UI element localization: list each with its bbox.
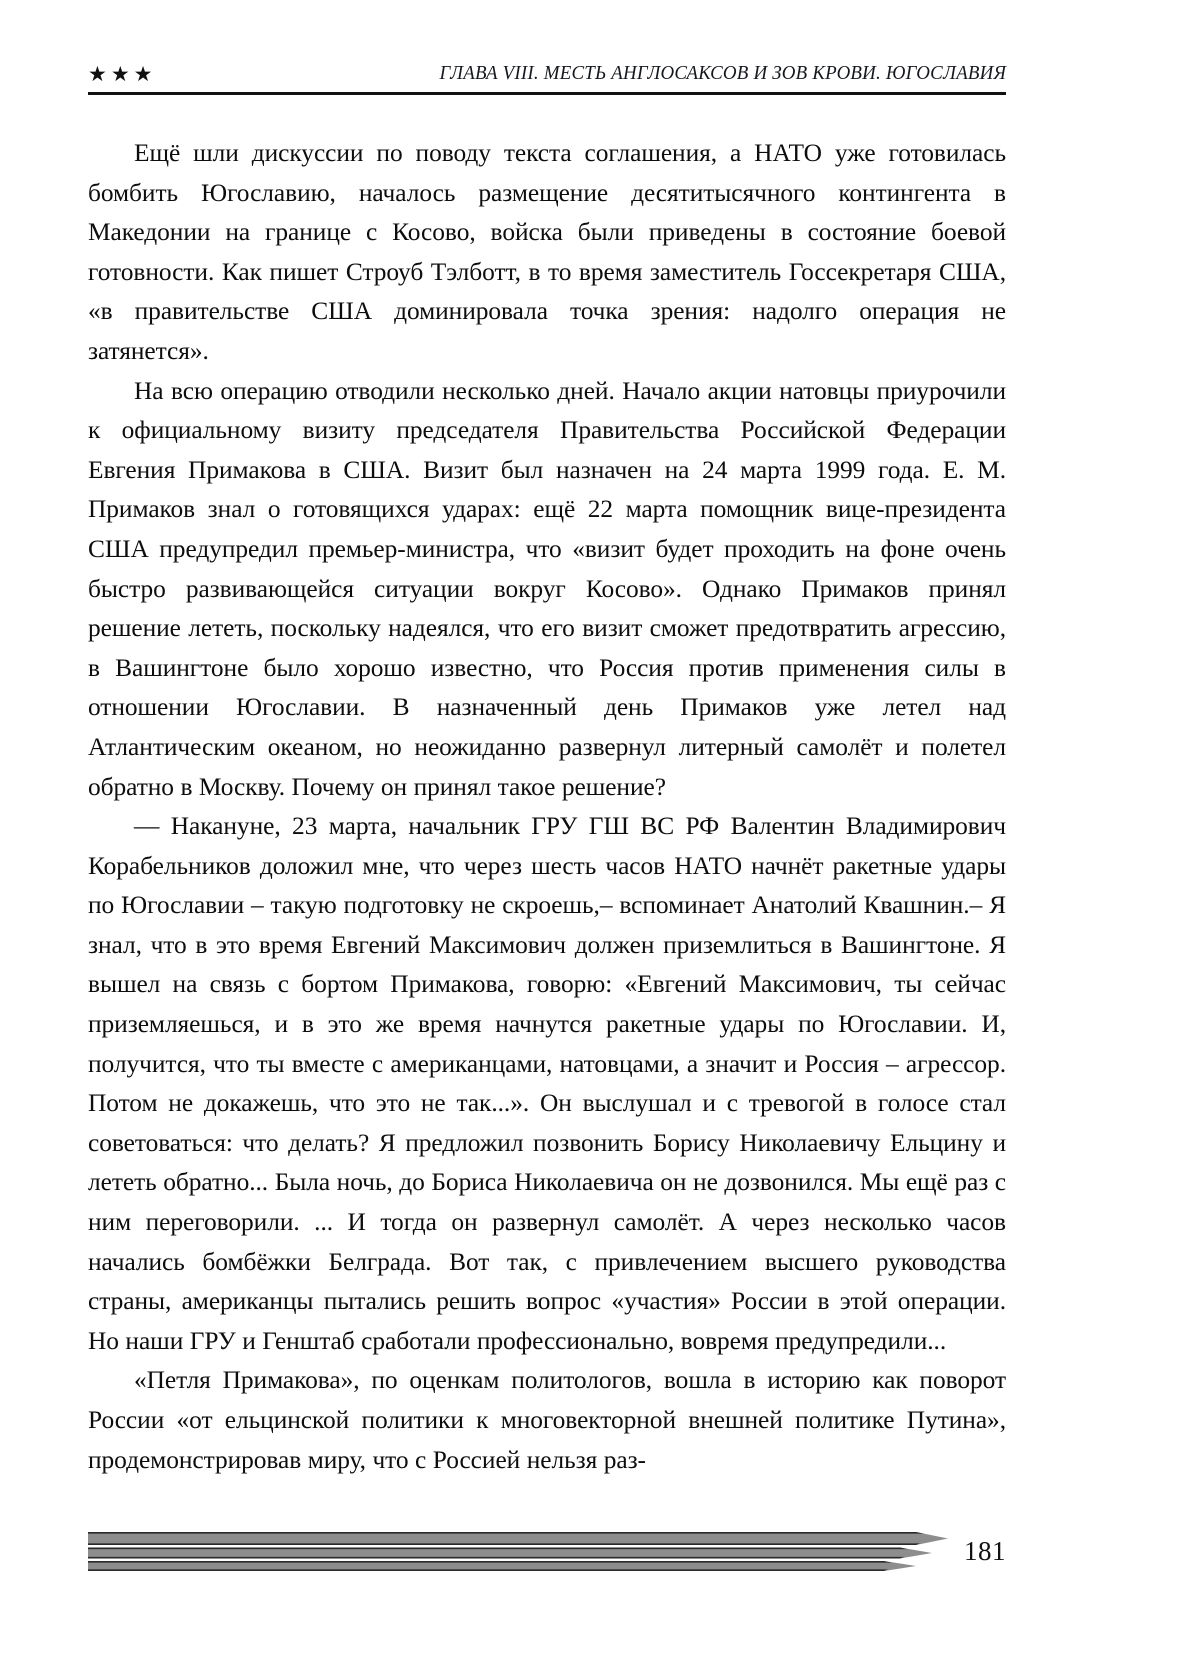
paragraph-3: — Накануне, 23 марта, начальник ГРУ ГШ ВС РФ Валентин Владимирович Корабельников доложил мне, что через шесть часов НАТО начнёт ракетные удары по Югославии – такую подготовку не скроешь,– вспоминает Анатолий Квашнин.– Я знал, что в это время Евгений Максимович должен приземлиться в Вашингтоне. Я вышел на связь с бортом Примакова, говорю: «Евгений Максимович, ты сейчас приземляешься, и в это же время начнутся ракетные удары по Югославии. И, получится, что ты вместе с американцами, натовцами, а значит и Россия – агрессор. Потом не докажешь, что это не так...». Он выслушал и с тревогой в голосе стал советоваться: что делать? Я предложил позвонить Борису Николаевичу Ельцину и лететь обратно... Была ночь, до Бориса Николаевича он не дозвонился. Мы ещё раз с ним переговорили. ... И тогда он развернул самолёт. А через несколько часов начались бомбёжки Белграда. Вот так, с привлечением высшего руководства страны, американцы пытались решить вопрос «участия» России в этой операции. Но наши ГРУ и Генштаб сработали профессионально, вовремя предупредили... [88, 812, 1006, 1355]
footer-ornament-icon [88, 1530, 948, 1576]
paragraph-1: Ещё шли дискуссии по поводу текста соглашения, а НАТО уже готовилась бомбить Югославию, началось размещение десятитысячного контингента в Македонии на границе с Косово, войска были приведены в состояние боевой готовности. Как пишет Строуб Тэлботт, в то время заместитель Госсекретаря США, «в правительстве США доминировала точка зрения: надолго операция не затянется». [88, 139, 1006, 365]
paragraph-2: На всю операцию отводили несколько дней. Начало акции натовцы приурочили к официальному визиту председателя Правительства Российской Федерации Евгения Примакова в США. Визит был назначен на 24 марта 1999 года. Е. М. Примаков знал о готовящихся ударах: ещё 22 марта помощник вице-президента США предупредил премьер-министра, что «визит будет проходить на фоне очень быстро развивающейся ситуации вокруг Косово». Однако Примаков принял решение лететь, поскольку надеялся, что его визит сможет предотвратить агрессию, в Вашингтоне было хорошо известно, что Россия против применения силы в отношении Югославии. В назначенный день Примаков уже летел над Атлантическим океаном, но неожиданно развернул литерный самолёт и полетел обратно в Москву. Почему он принял такое решение? [88, 376, 1006, 801]
stars-ornament-icon: ★★★ [88, 61, 157, 86]
header-rule-divider [88, 92, 1006, 95]
body-text [88, 134, 1006, 1480]
chapter-title: ГЛАВА VIII. МЕСТЬ АНГЛОСАКСОВ И ЗОВ КРОВИ. ЮГОСЛАВИЯ [439, 63, 1006, 84]
running-head [88, 52, 1006, 96]
page-footer [88, 1530, 1006, 1600]
paragraph-4: «Петля Примакова», по оценкам политологов, вошла в историю как поворот России «от ельцинской политики к многовекторной внешней политике Путина», продемонстрировав миру, что с Россией нельзя раз- [88, 1366, 1006, 1474]
page-number: 181 [964, 1536, 1006, 1566]
